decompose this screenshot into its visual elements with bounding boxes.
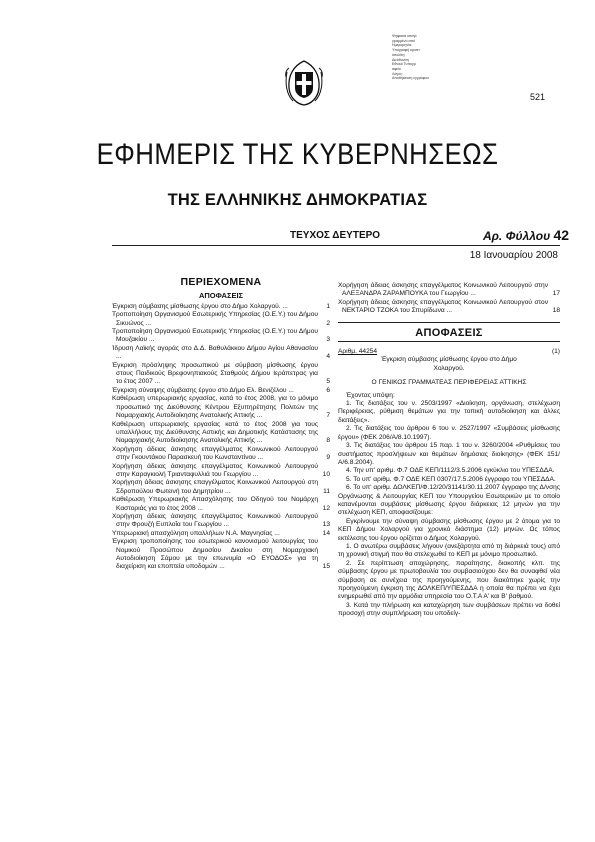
contents-item — [112, 446, 330, 463]
stamp-line: Διεύθυνση — [392, 57, 409, 62]
decision-body — [338, 392, 560, 619]
contents-item — [112, 395, 330, 420]
decision-paragraph: 1. Ο ανωτέρω συμβάσεις λήγουν (ανεξάρτητα από τη διάρκειά τους) από τη χρονική στιγμή που θα στελεχωθεί το ΚΕΠ με μόνιμο προσωπικό. — [338, 542, 560, 559]
contents-item — [112, 496, 330, 513]
contents-item-title: Χορήγηση άδειας άσκησης επαγγέλματος Κοινωνικού Λειτουργού στην ΑΛΕΞΑΝΔΡΑ ΖΑΡΑΜΠΟΥΚΑ του Γεωργίου ... — [338, 282, 548, 298]
contents-item — [112, 303, 330, 311]
contents-item-page: 7 — [326, 412, 330, 420]
contents-item-title: Χορήγηση άδειας άσκησης επαγγέλματος Κοινωνικού Λειτουργού στην Γκουντάκου Παρασκευή του Κωνσταντίνου ... — [112, 445, 318, 462]
contents-item — [112, 479, 330, 496]
stamp-line: γραμμένο από — [392, 38, 416, 43]
contents-item — [338, 299, 560, 316]
contents-subheading: ΑΠΟΦΑΣΕΙΣ — [198, 291, 244, 301]
contents-item-page: 14 — [322, 529, 330, 537]
decisions-column — [338, 282, 560, 619]
contents-item-page: 15 — [322, 563, 330, 571]
contents-item — [112, 530, 330, 538]
decisions-heading: ΑΠΟΦΑΣΕΙΣ — [415, 326, 483, 339]
contents-item-title: Χορήγηση άδειας άσκησης επαγγέλματος Κοινωνικού Λειτουργού στη Σδρoπούλου Φωτεινή του Δημητρίου ... — [112, 479, 318, 495]
contents-item — [338, 282, 560, 299]
contents-item-page: 10 — [322, 470, 330, 478]
contents-item-page: 2 — [326, 319, 330, 327]
decision-paragraph: 3. Τις διατάξεις του άρθρου 15 παρ. 1 του ν. 3260/2004 «Ρυθμίσεις του συστήματος προσλήψεων και θεμάτων δημόσιας διοίκησης» (ΦΕΚ 151/Α/6.8.2004). — [338, 442, 560, 466]
contents-item-title: Τροποποίηση Οργανισμού Εσωτερικής Υπηρεσίας (Ο.Ε.Υ.) του Δήμου Μουζακίου ... — [112, 328, 318, 344]
contents-item — [112, 421, 330, 446]
decision-number: Αριθμ. 44254 — [338, 348, 378, 356]
contents-item-title: Τροποποίηση Οργανισμού Εσωτερικής Υπηρεσίας (Ο.Ε.Υ.) του Δήμου Σικυώνος ... — [112, 311, 318, 327]
contents-item — [112, 463, 330, 480]
decision-paragraph: 4. Την υπ' αριθμ. Φ.7 ΟΔΕ ΚΕΠ/1112/3.5.2006 εγκύκλιο του ΥΠΕΣΔΔΑ. — [346, 467, 555, 475]
sheet-number: Αρ. Φύλλου 42 — [483, 227, 570, 243]
newspaper-subtitle: ΤΗΣ ΕΛΛΗΝΙΚΗΣ ΔΗΜΟΚΡΑΤΙΑΣ — [167, 191, 428, 209]
stamp-line: αφείο — [392, 66, 401, 71]
contents-item — [112, 311, 330, 328]
stamp-line: Υπογραφή κρυπτ — [392, 48, 420, 53]
page-number: 521 — [530, 92, 546, 102]
stamp-line: Λόγος: — [392, 71, 403, 76]
decision-paragraph: 2. Τις διατάξεις του άρθρου 6 του ν. 2527/1997 «Συμβάσεις μίσθωσης έργου» (ΦΕΚ 206/Α/8.10.1997). — [338, 425, 560, 441]
contents-item-page: 17 — [552, 290, 560, 298]
masthead-divider — [112, 245, 560, 246]
contents-item-title: Χορήγηση άδειας άσκησης επαγγέλματος Κοινωνικού Λειτουργού στην Καραγκιολή Τριανταφυλλιά του Γεωργίου ... — [112, 462, 318, 478]
decision-authority: Ο ΓΕΝΙΚΟΣ ΓΡΑΜΜΑΤΕΑΣ ΠΕΡΙΦΕΡΕΙΑΣ ΑΤΤΙΚΗΣ — [371, 379, 527, 387]
column-divider — [338, 322, 560, 323]
decision-title: Έγκριση σύμβασης μίσθωσης έργου στο Δήμο Χολαργού. — [381, 356, 517, 372]
coat-of-arms-icon — [283, 58, 325, 108]
contents-item-title: Έγκριση τροποποίησης του εσωτερικού κανονισμού λειτουργίας του Νομικού Προσώπου Δημοσίου Δικαίου στη Νομαρχιακή Αυτοδιοίκηση Σάμου με την επωνυμία «Ο ΕΥΟΔΟΣ» για τη διαχείριση και εποπτεία υποδομών ... — [112, 538, 318, 571]
contents-item-page: 13 — [322, 521, 330, 529]
contents-item-title: Υπερωριακή απασχόληση υπαλλήλων Ν.Α. Μαγνησίας ... — [112, 529, 280, 537]
decision-paragraph: 6. Το υπ' αριθμ. ΔΟΛΚΕΠ/Φ.12/20/31141/30.11.2007 έγγραφο της Δ/νσης Οργάνωσης & Λειτουργίας ΚΕΠ του Υπουργείου Εσωτερικών με το οποίο κατανέμονται συμβάσεις μίσθωσης έργου διάρκειας 12 μηνών για την στελέχωση ΚΕΠ, αποφασίζουμε: — [338, 484, 560, 517]
decision-paragraph: 5. Το υπ' αριθμ. Φ.7 ΟΔΕ ΚΕΠ 0307/17.5.2006 έγγραφο του ΥΠΕΣΔΔΑ. — [346, 475, 556, 483]
contents-item — [112, 513, 330, 530]
digital-signature-stamp — [392, 34, 454, 81]
contents-item-page: 8 — [326, 437, 330, 445]
contents-item-page: 4 — [326, 353, 330, 361]
contents-item-page: 11 — [323, 487, 330, 495]
contents-item-title: Χορήγηση άδειας άσκησης επαγγέλματος Κοινωνικού Λειτουργού στην Φρουζή Ευπλοΐα του Γεωργίου ... — [112, 512, 318, 529]
contents-heading: ΠΕΡΙΕΧΟΜΕΝΑ — [180, 276, 262, 288]
contents-item — [112, 328, 330, 345]
contents-column — [112, 278, 330, 572]
contents-item-title: Καθιέρωση υπερωριακής εργασίας κατά το έτος 2008 για τους υπαλλήλους της Διεύθυνσης Αστικής και Δημοτικής Κατάστασης της Νομαρχιακής Αυτοδιοίκησης Ανατολικής Αττικής ... — [112, 420, 318, 445]
contents-item-page: 12 — [322, 504, 330, 512]
issue-date: 18 Ιανουαρίου 2008 — [469, 250, 558, 261]
stamp-line: οπολίτη: — [392, 52, 406, 57]
decision-paragraph: 1. Τις διατάξεις του ν. 2503/1997 «Διοίκηση, οργάνωση, στελέχωση Περιφέρειας, ρύθμιση θεμάτων για την τοπική αυτοδιοίκηση και άλλες διατάξεις». — [338, 400, 560, 424]
contents-item-title: Καθιέρωση Υπερωριακής Απασχόλησης του Οδηγού του Νομάρχη Καστοριάς για το έτος 2008 ... — [112, 496, 318, 512]
decision-paragraph: 3. Κατά την πλήρωση και καταχώρηση των συμβάσεων πρέπει να δοθεί προσοχή στην συμπλήρωση του υποδείγ- — [338, 601, 560, 618]
contents-item-title: Καθιέρωση υπερωριακής εργασίας, κατά το έτος 2008, για το μόνιμο προσωπικό της Διεύθυνσης Κέντρου Εξυπηρέτησης Πολιτών της Νομαρχιακής Αυτοδιοίκησης Ανατολικής Αττικής ... — [112, 395, 318, 420]
contents-item-title: Έγκριση σύμβασης μίσθωσης έργου στο Δήμο Χολαργού. ... — [112, 302, 288, 310]
contents-item-title: Έγκριση πρόσληψης προσωπικού με σύμβαση μίσθωσης έργου στους Παιδικούς Βρεφονηπιακούς Σταθμούς Δήμου Ιεράπετρας για το έτος 2007 ... — [112, 361, 318, 386]
contents-item-page: 5 — [326, 378, 330, 386]
contents-item-page: 6 — [326, 386, 330, 394]
contents-item — [112, 538, 330, 572]
decision-index: (1) — [551, 348, 560, 356]
decisions-divider — [338, 341, 560, 342]
stamp-line: Αποθήκευση εγγράφου — [392, 76, 430, 81]
contents-item-page: 9 — [326, 454, 330, 462]
decision-paragraph: 2. Σε περίπτωση αποχώρησης, παραίτησης, διακοπής κλπ. της σύμβασης έργου με πρωτοβουλία του συμβασιούχου δεν θα συναφθεί νέα σύμβαση σε συνέχεια της προηγούμενης, που διακόπηκε χωρίς την προηγούμενη έγκριση της ΔΟΛΚΕΠ/ΥΠΕΣΔΔΑ η οποία θα πρέπει να έχει ενημερωθεί από την αρμόδια υπηρεσία του Ο.Τ.Α Α' και Β' βαθμού. — [338, 559, 560, 601]
contents-item-title: Ίδρυση Λαϊκής αγοράς στο Δ.Δ. Βαθυλάκκου Δήμου Αγίου Αθανασίου ... — [112, 344, 318, 361]
decision-paragraph: Εγκρίνουμε την σύναψη σύμβασης μίσθωσης έργου με 2 άτομα για το ΚΕΠ Δήμου Χολαργού για χρονικό διάστημα (12) μηνών. Ως τόπος εκτέλεσης του έργου ορίζεται ο Δήμος Χολαργού. — [338, 517, 560, 542]
stamp-line: Εθνικό Τυπογρ — [392, 62, 416, 67]
newspaper-title: ΕΦΗΜΕΡΙΣ ΤΗΣ ΚΥΒΕΡΝΗΣΕΩΣ — [96, 138, 499, 171]
contents-item-page: 1 — [326, 302, 330, 310]
contents-item — [112, 362, 330, 387]
contents-item-title: Έγκριση σύναψης σύμβασης έργου στο Δήμο Ελ. Βενιζέλου ... — [112, 386, 294, 394]
contents-list-continued — [338, 282, 560, 316]
contents-item-page: 3 — [326, 336, 330, 344]
contents-item-title: Χορήγηση άδειας άσκησης επαγγέλματος Κοινωνικού Λειτουργού στον ΝΕΚΤΑΡΙΟ ΤΖΟΚΑ του Σπυρίδωνα ... — [338, 298, 548, 315]
contents-item — [112, 345, 330, 362]
issue-label: ΤΕΥΧΟΣ ΔΕΥΤΕΡΟ — [290, 230, 381, 241]
contents-item-page: 18 — [552, 307, 560, 315]
stamp-line: Ημερομηνία: — [392, 43, 413, 48]
stamp-line: Ψηφιακά υπογε — [392, 34, 417, 38]
decision-paragraph: Έχοντας υπόψη: — [346, 391, 395, 399]
contents-list — [112, 303, 330, 572]
